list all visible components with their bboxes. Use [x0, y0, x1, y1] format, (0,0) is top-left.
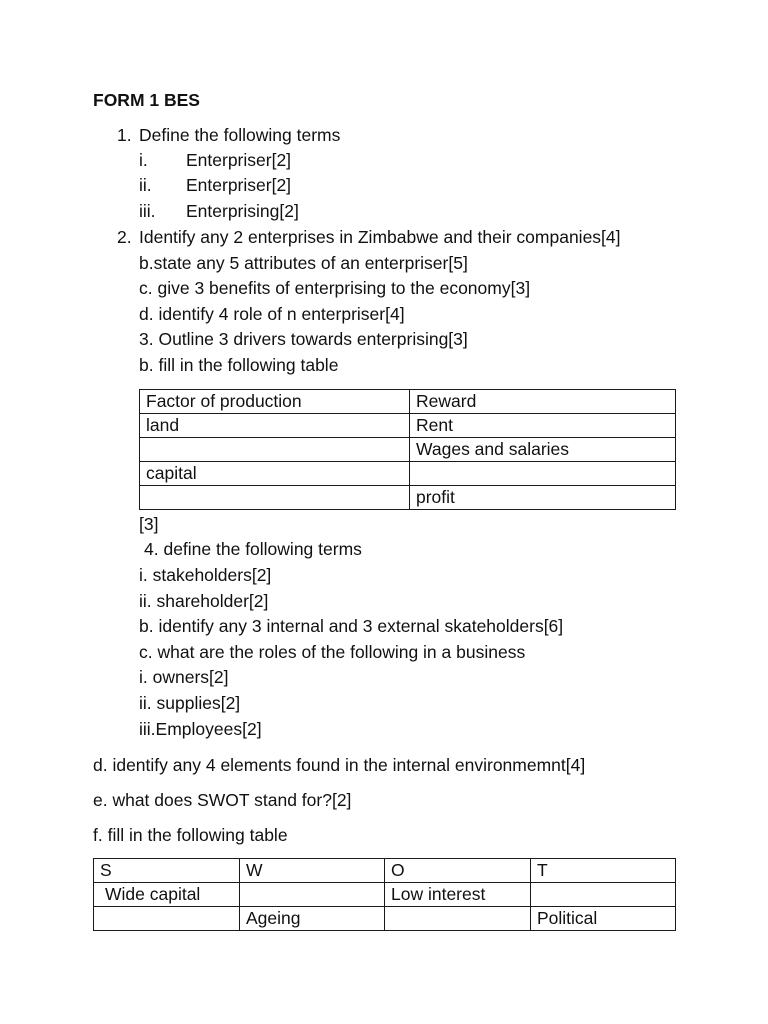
q2-part-c: c. give 3 benefits of enterprising to the economy[3]: [139, 278, 531, 298]
q1-item-3-text: Enterprising[2]: [186, 201, 299, 221]
table-row: [94, 883, 676, 907]
q4-part-d: d. identify any 4 elements found in the internal environmemnt[4]: [93, 755, 586, 775]
q4-part-e: e. what does SWOT stand for?[2]: [93, 790, 352, 810]
q1-item-3-number: iii.: [139, 201, 156, 221]
q1-number: 1.: [117, 125, 132, 145]
table-header-row: [94, 859, 676, 883]
table-header-cell: O: [385, 859, 531, 883]
q4-part-c-iii: iii.Employees[2]: [139, 719, 262, 739]
table-cell: Political: [531, 907, 676, 931]
table-header-cell: T: [531, 859, 676, 883]
q4-part-b: b. identify any 3 internal and 3 external skateholders[6]: [139, 616, 564, 636]
page-title: FORM 1 BES: [93, 90, 200, 110]
q4-part-f: f. fill in the following table: [93, 825, 288, 845]
q3-part-b: b. fill in the following table: [139, 355, 339, 375]
table-row: [140, 414, 676, 438]
q2-number: 2.: [117, 227, 132, 247]
table-cell: [94, 907, 240, 931]
q4-part-c-i: i. owners[2]: [139, 667, 229, 687]
table-header-cell: S: [94, 859, 240, 883]
table-cell: Wide capital: [94, 883, 240, 907]
q1-item-2-text: Enterpriser[2]: [186, 175, 292, 195]
q4-item-i: i. stakeholders[2]: [139, 565, 272, 585]
q4-text: 4. define the following terms: [144, 539, 362, 559]
table-cell: [410, 462, 676, 486]
q4-part-c-ii: ii. supplies[2]: [139, 693, 241, 713]
q1-item-1-text: Enterpriser[2]: [186, 150, 292, 170]
q1-text: Define the following terms: [139, 125, 341, 145]
table-header-row: [140, 390, 676, 414]
q2-part-d: d. identify 4 role of n enterpriser[4]: [139, 304, 405, 324]
table-cell: land: [140, 414, 410, 438]
table-cell: profit: [410, 486, 676, 510]
table-cell: Low interest: [385, 883, 531, 907]
q1-item-1-number: i.: [139, 150, 148, 170]
q4-part-c: c. what are the roles of the following in a business: [139, 642, 526, 662]
q4-item-ii: ii. shareholder[2]: [139, 591, 269, 611]
table-header-cell: Factor of production: [140, 390, 410, 414]
table-cell: Ageing: [240, 907, 385, 931]
table-cell: capital: [140, 462, 410, 486]
table-row: [94, 907, 676, 931]
table-header-cell: Reward: [410, 390, 676, 414]
q3-marks: [3]: [139, 514, 159, 534]
q2-part-b: b.state any 5 attributes of an enterpriser[5]: [139, 253, 468, 273]
factor-reward-table: [139, 389, 676, 510]
table-row: [140, 486, 676, 510]
table-cell: [140, 438, 410, 462]
table-cell: Wages and salaries: [410, 438, 676, 462]
table-row: [140, 438, 676, 462]
table-cell: [531, 883, 676, 907]
q3-text: 3. Outline 3 drivers towards enterprising[3]: [139, 329, 468, 349]
table-cell: [240, 883, 385, 907]
q1-item-2-number: ii.: [139, 175, 152, 195]
table-cell: Rent: [410, 414, 676, 438]
swot-table: [93, 858, 676, 931]
table-cell: [385, 907, 531, 931]
table-header-cell: W: [240, 859, 385, 883]
table-row: [140, 462, 676, 486]
table-cell: [140, 486, 410, 510]
q2-text: Identify any 2 enterprises in Zimbabwe and their companies[4]: [139, 227, 621, 247]
